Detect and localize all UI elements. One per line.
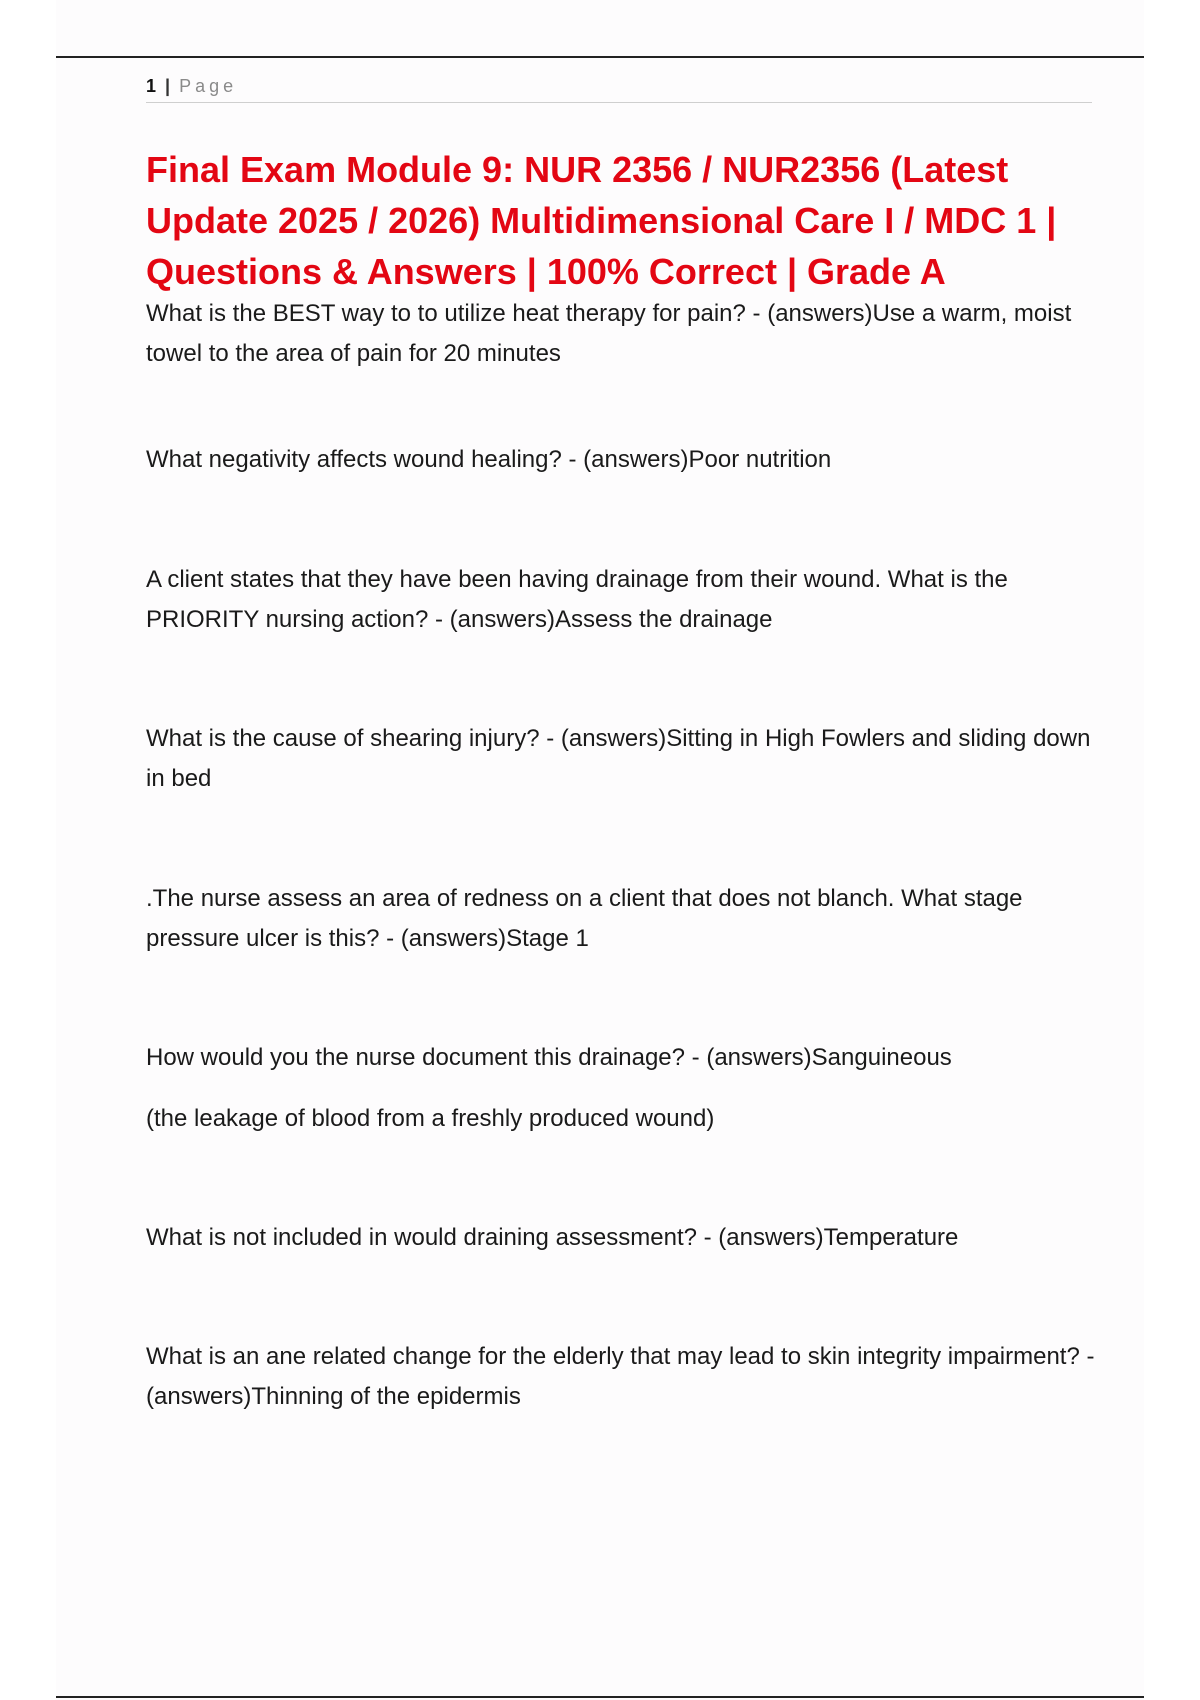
page-header [146,74,1092,103]
qa-item: What negativity affects wound healing? - (answers)Poor nutrition [146,446,832,473]
page-number: 1 [146,76,157,96]
top-rule [56,56,1144,58]
qa-note: (the leakage of blood from a freshly produced wound) [146,1105,715,1132]
qa-item: What is the cause of shearing injury? - (answers)Sitting in High Fowlers and sliding down in bed [146,725,1091,792]
bottom-rule [56,1696,1144,1698]
page-separator: | [165,76,171,96]
qa-item: What is not included in would draining assessment? - (answers)Temperature [146,1224,959,1251]
qa-item: A client states that they have been having drainage from their wound. What is the PRIORITY nursing action? - (answers)Assess the drainage [146,566,1008,633]
page-label: Page [179,76,238,96]
qa-item: What is an ane related change for the elderly that may lead to skin integrity impairment? - (answers)Thinning of the epidermis [146,1343,1095,1410]
document-title: Final Exam Module 9: NUR 2356 / NUR2356 (Latest Update 2025 / 2026) Multidimensional Care I / MDC 1 | Questions & Answers | 100% Correct | Grade A [146,149,1057,292]
qa-item: What is the BEST way to to utilize heat therapy for pain? - (answers)Use a warm, moist towel to the area of pain for 20 minutes [146,300,1072,367]
qa-item: How would you the nurse document this drainage? - (answers)Sanguineous [146,1044,952,1071]
qa-item: .The nurse assess an area of redness on a client that does not blanch. What stage pressure ulcer is this? - (answers)Stage 1 [146,885,1023,952]
